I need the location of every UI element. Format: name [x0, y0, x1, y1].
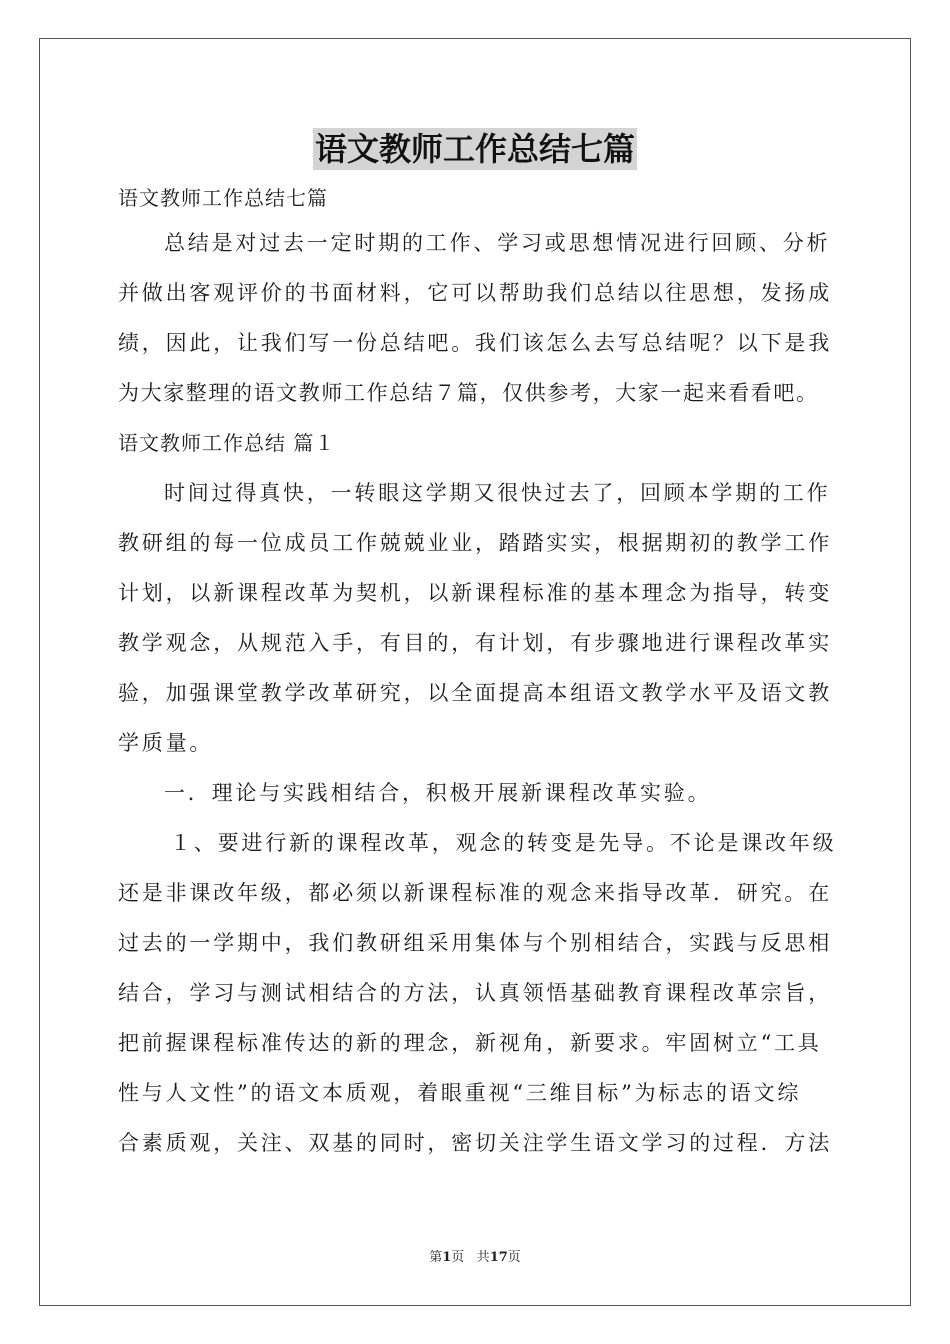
body-line: 时间过得真快，一转眼这学期又很快过去了，回顾本学期的工作 [164, 481, 831, 505]
intro-line: 为大家整理的语文教师工作总结７篇，仅供参考，大家一起来看看吧。 [118, 381, 819, 405]
point-line: 还是非课改年级，都必须以新课程标准的观念来指导改革．研究。在 [118, 881, 832, 905]
body-line: 教研组的每一位成员工作兢兢业业，踏踏实实，根据期初的教学工作 [118, 531, 832, 555]
body-line: 学质量。 [118, 731, 214, 755]
point-line: 性与人文性”的语文本质观，着眼重视“三维目标”为标志的语文综 [118, 1081, 802, 1105]
document-title: 语文教师工作总结七篇 [314, 130, 635, 168]
intro-line: 总结是对过去一定时期的工作、学习或思想情况进行回顾、分析 [164, 231, 831, 255]
point-line: 结合，学习与测试相结合的方法，认真领悟基础教育课程改革宗旨， [118, 981, 832, 1005]
title-container [0, 128, 950, 170]
total-prefix: 共 [476, 1250, 490, 1265]
point-line: 合素质观，关注、双基的同时，密切关注学生语文学习的过程．方法 [118, 1131, 832, 1155]
point-line: 把前握课程标准传达的新的理念，新视角，新要求。牢固树立“工具 [118, 1031, 822, 1055]
page-suffix: 页 [451, 1250, 465, 1265]
total-suffix: 页 [507, 1250, 521, 1265]
body-line: 验，加强课堂教学改革研究，以全面提高本组语文教学水平及语文教 [118, 681, 832, 705]
section-heading: 语文教师工作总结 篇１ [118, 431, 336, 455]
intro-line: 绩，因此，让我们写一份总结吧。我们该怎么去写总结呢？以下是我 [118, 331, 832, 355]
body-line: 教学观念，从规范入手，有目的，有计划，有步骤地进行课程改革实 [118, 631, 832, 655]
document-body [118, 178, 838, 1168]
total-pages: 17 [489, 1250, 508, 1265]
page-footer [0, 1246, 950, 1265]
point-line: 过去的一学期中，我们教研组采用集体与个别相结合，实践与反思相 [118, 931, 832, 955]
point-heading: 一．理论与实践相结合，积极开展新课程改革实验。 [164, 781, 712, 805]
page-number: 1 [442, 1250, 452, 1265]
body-line: 计划，以新课程改革为契机，以新课程标准的基本理念为指导，转变 [118, 581, 832, 605]
document-subtitle: 语文教师工作总结七篇 [118, 186, 328, 210]
point-line: １、要进行新的课程改革，观念的转变是先导。不论是课改年级 [170, 831, 837, 855]
page-prefix: 第 [429, 1250, 443, 1265]
intro-line: 并做出客观评价的书面材料，它可以帮助我们总结以往思想，发扬成 [118, 281, 832, 305]
